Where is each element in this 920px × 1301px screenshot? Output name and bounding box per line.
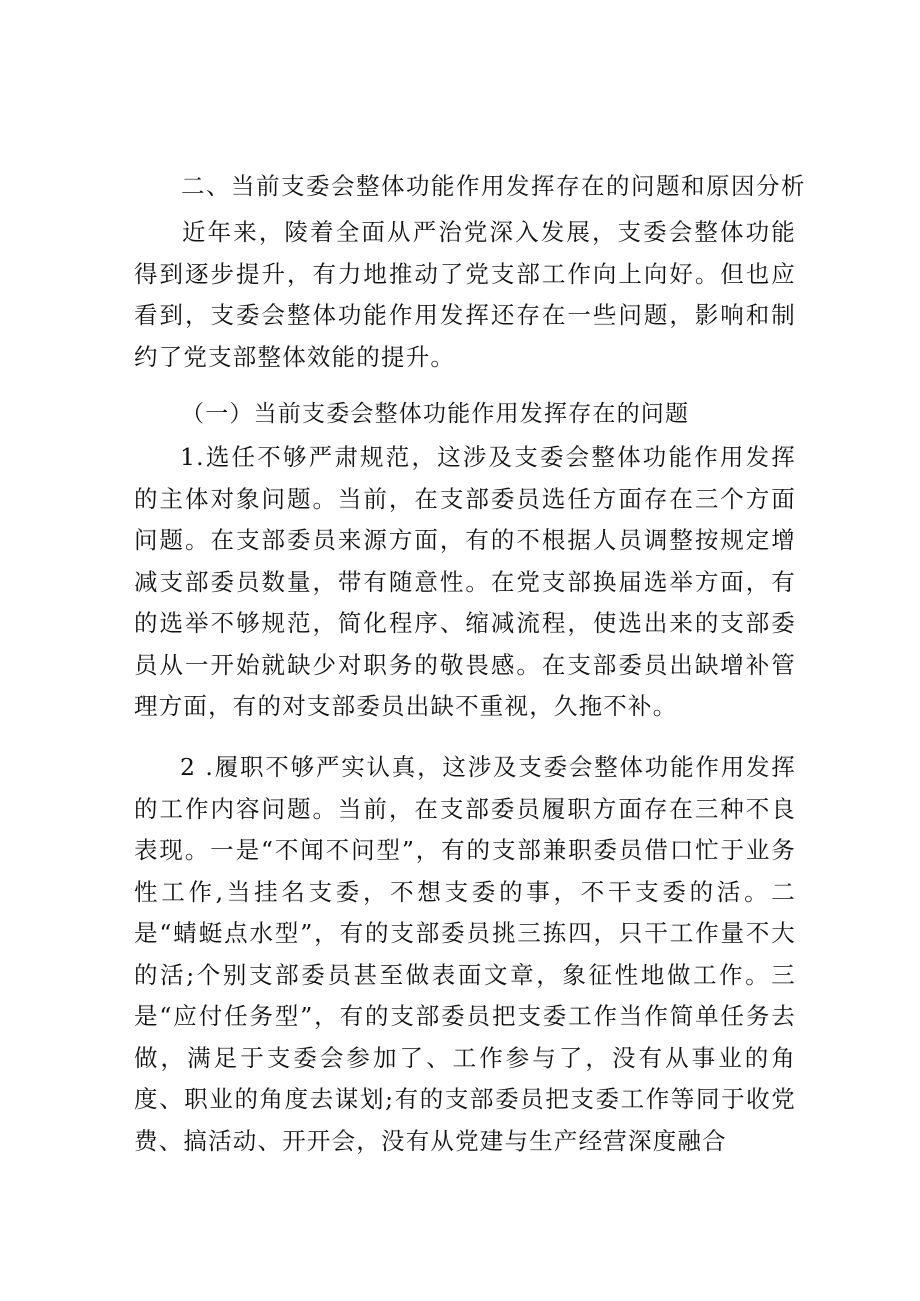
- section-heading: 二、当前支委会整体功能作用发挥存在的问题和原因分析: [181, 172, 806, 200]
- subsection-heading: （一）当前支委会整体功能作用发挥存在的问题: [181, 401, 690, 427]
- intro-paragraph: 近年来，陵着全面从严治党深入发展，支委会整体功能得到逐步提升，有力地推动了党支部工作向上向好。但也应看到，支委会整体功能作用发挥还存在一些问题，影响和制约了党支部整体效能的提升。: [134, 218, 796, 371]
- item-2-paragraph: 2 .履职不够严实认真，这涉及支委会整体功能作用发挥的工作内容问题。当前，在支部委员履职方面存在三种不良表现。一是“不闻不问型”，有的支部兼职委员借口忙于业务性工作,当挂名支委，不想支委的事，不干支委的活。二是“蜻蜓点水型”，有的支部委员挑三拣四，只干工作量不大的活;个别支部委员甚至做表面文章，象征性地做工作。三是“应付任务型”，有的支部委员把支委工作当作简单任务去做，满足于支委会参加了、工作参与了，没有从事业的角度、职业的角度去谋划;有的支部委员把支委工作等同于收党费、搞活动、开开会，没有从党建与生产经营深度融合: [134, 753, 796, 1155]
- item-1-paragraph: 1.选任不够严肃规范，这涉及支委会整体功能作用发挥的主体对象问题。当前，在支部委员选任方面存在三个方面问题。在支部委员来源方面，有的不根据人员调整按规定增减支部委员数量，带有随意性。在党支部换届选举方面，有的选举不够规范，简化程序、缩减流程，使选出来的支部委员从一开始就缺少对职务的敬畏感。在支部委员出缺增补管理方面，有的对支部委员出缺不重视，久拖不补。: [134, 443, 796, 720]
